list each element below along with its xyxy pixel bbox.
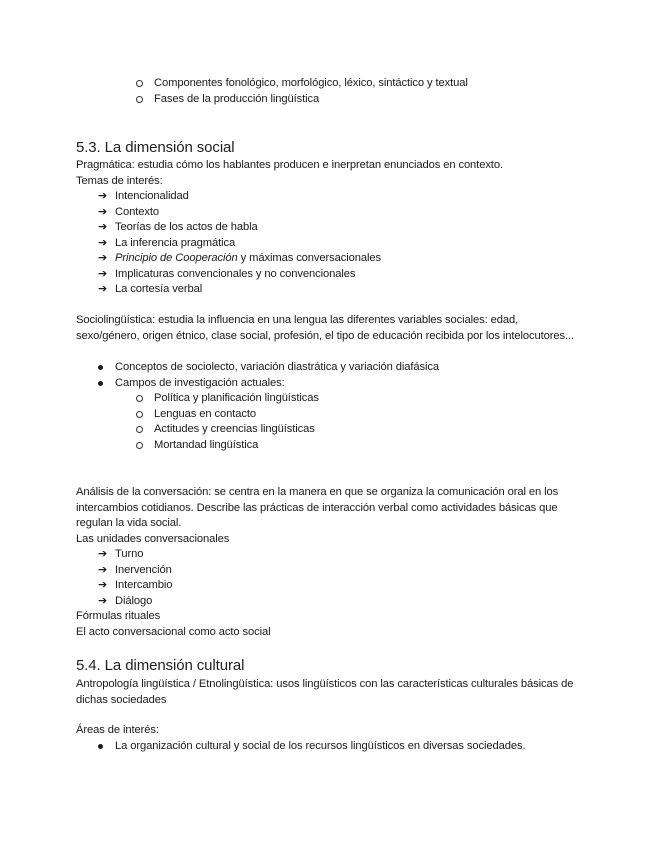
hollow-bullet-icon <box>136 96 143 103</box>
list-item: Componentes fonológico, morfológico, léxico, sintáctico y textual <box>154 77 468 89</box>
list-item: Contexto <box>115 206 159 218</box>
temas-label: Temas de interés: <box>76 175 163 187</box>
arrow-right-icon: ➔ <box>98 206 108 218</box>
list-item: La inferencia pragmática <box>115 237 236 249</box>
list-item: Inervención <box>115 564 172 576</box>
list-item: Mortandad lingüística <box>154 439 259 451</box>
unidades-label: Las unidades conversacionales <box>76 533 230 545</box>
list-item: Turno <box>115 548 144 560</box>
list-item: Conceptos de sociolecto, variación diastrática y variación diafásica <box>115 361 440 373</box>
list-item: Fases de la producción lingüística <box>154 93 320 105</box>
list-item: Teorías de los actos de habla <box>115 221 258 233</box>
italic-term: Principio de Cooperación <box>115 252 238 264</box>
list-item: Intencionalidad <box>115 190 189 202</box>
bullet-icon <box>98 744 103 749</box>
antropologia-intro: Antropología lingüística / Etnolingüística: usos lingüísticos con las características culturales básicas de dichas sociedades <box>76 678 574 706</box>
list-item-cooperacion <box>115 251 381 267</box>
section-heading-social: 5.3. La dimensión social <box>76 139 235 156</box>
socio-intro: Sociolingüística: estudia la influencia en una lengua las diferentes variables sociales: edad, sexo/género, origen étnico, clase social, profesión, el tipo de educación recibida por los intelocutores... <box>76 314 575 342</box>
arrow-right-icon: ➔ <box>98 579 108 591</box>
arrow-right-icon: ➔ <box>98 190 108 202</box>
analisis-intro: Análisis de la conversación: se centra en la manera en que se organiza la comunicación oral en los intercambios cotidianos. Describe las prácticas de interacción verbal como actividades básicas que regulan la vida social. <box>76 486 559 530</box>
hollow-bullet-icon <box>136 442 143 449</box>
arrow-right-icon: ➔ <box>98 221 108 233</box>
list-item: Diálogo <box>115 595 153 607</box>
list-item: Política y planificación lingüísticas <box>154 392 319 404</box>
list-item: Campos de investigación actuales: <box>115 377 285 389</box>
areas-label: Áreas de interés: <box>76 724 159 736</box>
bullet-icon <box>98 381 103 386</box>
arrow-right-icon: ➔ <box>98 252 108 264</box>
bullet-icon <box>98 365 103 370</box>
list-item: Lenguas en contacto <box>154 408 256 420</box>
list-item: Implicaturas convencionales y no convencionales <box>115 268 356 280</box>
list-item-text: y máximas conversacionales <box>240 252 382 264</box>
arrow-right-icon: ➔ <box>98 564 108 576</box>
arrow-right-icon: ➔ <box>98 268 108 280</box>
list-item: Actitudes y creencias lingüísticas <box>154 423 315 435</box>
hollow-bullet-icon <box>136 411 143 418</box>
list-item: La cortesía verbal <box>115 283 203 295</box>
arrow-right-icon: ➔ <box>98 283 108 295</box>
section-heading-cultural: 5.4. La dimensión cultural <box>76 657 245 674</box>
arrow-right-icon: ➔ <box>98 237 108 249</box>
hollow-bullet-icon <box>136 426 143 433</box>
arrow-right-icon: ➔ <box>98 548 108 560</box>
pragmatica-intro: Pragmática: estudia cómo los hablantes producen e inerpretan enunciados en contexto. <box>76 159 503 171</box>
acto-conversacional: El acto conversacional como acto social <box>76 626 271 638</box>
list-item: Intercambio <box>115 579 173 591</box>
formulas-rituales: Fórmulas rituales <box>76 610 161 622</box>
list-item: La organización cultural y social de los recursos lingüísticos en diversas sociedades. <box>115 740 526 752</box>
hollow-bullet-icon <box>136 395 143 402</box>
arrow-right-icon: ➔ <box>98 595 108 607</box>
hollow-bullet-icon <box>136 80 143 87</box>
